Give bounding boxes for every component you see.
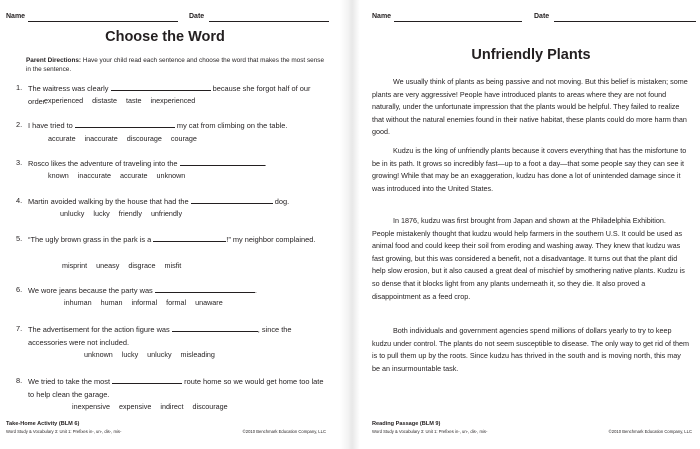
footer-title: Reading Passage (BLM 9) [372,421,441,427]
question-text-after: because she forgot half of our order. [28,84,311,106]
word-choice[interactable]: human [100,298,123,307]
question-number: 8. [16,376,23,385]
word-choice[interactable]: taste [125,96,142,105]
answer-blank[interactable] [172,322,258,332]
directions-text: Have your child read each sentence and choose the word that makes the most sense in the sentence. [26,57,325,73]
name-date-row [6,11,326,23]
footer-copyright: ©2010 Benchmark Education Company, LLC [242,429,326,434]
passage-paragraph-3: In 1876, kudzu was first brought from Japan and shown at the Philadelphia Exhibition. People mistakenly thought that kudzu would help farmers in the southern U.S. It could be used as animal food and could keep their soil from eroding and washing away. They knew that kudzu was fast growing, but this was considered a benefit, not a disadvantage. It turns out that the plant did help slow erosion, but it also caused a great deal of mischief by smothering native plants. Kudzu is so dense that it blocks light from any plants underneath it, so they die. It also proved a disappointment as a feed crop. [372,216,685,301]
question-text-before: We wore jeans because the party was [28,286,153,295]
page-title: Choose the Word [105,29,225,45]
question-5 [16,232,328,246]
word-choice[interactable]: unlucky [147,350,172,359]
word-choice[interactable]: accurate [119,171,148,180]
passage-paragraph-1: We usually think of plants as being passive and not moving. But this belief is mistaken; some plants are very aggressive! People have introduced plants to areas where they are not found naturally, under the unfortunate impression that the plants would be helpful. They failed to realize that without the natural enemies found in their native habitat, these plants could do more harm than good. [372,77,688,137]
word-choice[interactable]: lucky [121,350,139,359]
question-text-after: . [254,286,257,295]
word-choice[interactable]: inaccurate [77,171,111,180]
answer-blank[interactable] [111,81,211,91]
date-label: Date [534,13,550,20]
word-choices-4 [60,209,191,219]
name-line [394,21,522,22]
word-choice[interactable]: courage [170,134,197,143]
page-footer [6,421,326,441]
worksheet-page-left [0,0,330,449]
word-choice[interactable]: misleading [180,350,215,359]
word-choice[interactable]: unknown [156,171,186,180]
question-7 [16,322,328,349]
question-text-before: I have tried to [28,121,73,130]
word-choice[interactable]: unlucky [60,209,85,218]
answer-blank[interactable] [191,194,273,204]
answer-blank[interactable] [75,118,175,128]
question-2 [16,118,328,132]
word-choice[interactable]: experienced [44,96,84,105]
question-text-after: route home so we would get home too late to help clean the garage. [28,377,324,399]
word-choice[interactable]: unaware [195,298,223,307]
name-label: Name [372,13,392,20]
date-line [554,21,696,22]
date-label: Date [189,13,205,20]
question-text-before: We tried to take the most [28,377,111,386]
question-text-before: Martin avoided walking by the house that had the [28,197,189,206]
question-text-after: . [264,159,267,168]
name-date-row [372,11,692,23]
question-6 [16,283,328,297]
word-choice[interactable]: discourage [126,134,162,143]
question-number: 6. [16,285,23,294]
question-number: 5. [16,234,23,243]
word-choices-8 [72,402,237,412]
word-choice[interactable]: inaccurate [84,134,118,143]
word-choices-2 [48,134,206,144]
question-number: 1. [16,83,23,92]
question-number: 2. [16,120,23,129]
word-choice[interactable]: friendly [118,209,142,218]
question-text-before: Rosco likes the adventure of traveling into the [28,159,178,168]
question-4 [16,194,328,208]
word-choices-1 [44,96,204,106]
question-text-after: my cat from climbing on the table. [176,121,288,130]
page-gutter [340,0,360,449]
reading-passage-page-right [366,0,696,449]
word-choice[interactable]: lucky [93,209,110,218]
word-choice[interactable]: formal [166,298,187,307]
word-choice[interactable]: discourage [192,402,228,411]
word-choice[interactable]: informal [131,298,158,307]
word-choice[interactable]: inhuman [64,298,92,307]
word-choice[interactable]: inexpensive [72,402,110,411]
word-choice[interactable]: distaste [92,96,117,105]
word-choice[interactable]: inexperienced [150,96,196,105]
question-text-before: The waitress was clearly [28,84,109,93]
word-choice[interactable]: unknown [84,350,113,359]
word-choice[interactable]: known [48,171,69,180]
name-label: Name [6,13,26,20]
answer-blank[interactable] [153,232,226,242]
answer-blank[interactable] [180,156,265,166]
footer-subtitle: Word Study & Vocabulary 3: Unit 1: Prefixes in-, un-, dis-, mis- [6,429,122,434]
word-choices-7 [84,350,224,360]
date-line [209,21,329,22]
question-text-before: The advertisement for the action figure was [28,325,170,334]
question-text-after: , since the accessories were not included. [28,325,292,347]
question-number: 7. [16,324,23,333]
parent-directions [26,56,326,74]
word-choices-6 [64,298,232,308]
word-choice[interactable]: expensive [118,402,152,411]
page-footer [372,421,692,441]
word-choice[interactable]: unfriendly [150,209,183,218]
footer-subtitle: Word Study & Vocabulary 3: Unit 1: Prefixes in-, un-, dis-, mis- [372,429,488,434]
word-choices-3 [48,171,194,181]
question-3 [16,156,328,170]
answer-blank[interactable] [155,283,255,293]
word-choice[interactable]: misfit [164,261,182,270]
word-choice[interactable]: misprint [62,261,88,270]
passage-title: Unfriendly Plants [471,47,591,63]
answer-blank[interactable] [112,374,182,384]
name-line [28,21,178,22]
passage-paragraph-4: Both individuals and government agencies spend millions of dollars yearly to try to keep kudzu under control. The plants do not seem susceptible to disease. The only way to get rid of them is to pull them up by the roots. Since kudzu has thrived in the south and is moving north, this may be an insurmountable task. [372,326,689,373]
word-choice[interactable]: uneasy [96,261,120,270]
word-choices-5 [62,261,190,271]
passage-paragraph-2: Kudzu is the king of unfriendly plants because it covers everything that has the misfortune to be in its path. It grows so incredibly fast—up to a foot a day—that some people say they can see it growing! While that may be an exaggeration, kudzu has done a lot of unintended damage since it was introduced into the United States. [372,146,687,193]
question-number: 3. [16,158,23,167]
word-choice[interactable]: indirect [160,402,184,411]
question-text-after: !” my neighbor complained. [226,235,316,244]
directions-label: Parent Directions: [26,57,82,64]
question-8 [16,374,328,401]
footer-title: Take-Home Activity (BLM 6) [6,421,80,427]
question-text-before: “The ugly brown grass in the park is a [28,235,152,244]
question-text-after: dog. [274,197,290,206]
footer-copyright: ©2010 Benchmark Education Company, LLC [608,429,692,434]
word-choice[interactable]: accurate [48,134,76,143]
question-number: 4. [16,196,23,205]
word-choice[interactable]: disgrace [128,261,156,270]
